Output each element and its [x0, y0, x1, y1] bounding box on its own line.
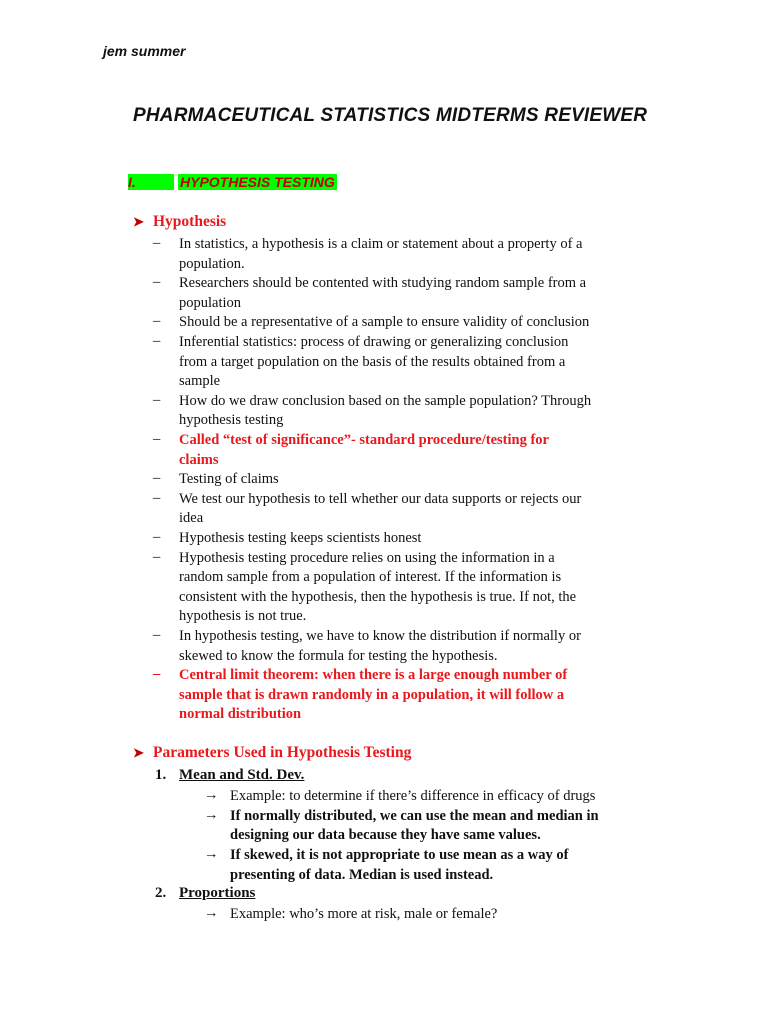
list-item-line: Central limit theorem: when there is a large enough number of: [179, 667, 568, 684]
section-label: HYPOTHESIS TESTING: [180, 174, 335, 190]
dash-bullet: –: [153, 627, 161, 643]
list-item-line: sample: [179, 373, 221, 390]
list-item-line: In statistics, a hypothesis is a claim or statement about a property of a: [179, 236, 583, 252]
sub-item-line: If normally distributed, we can use the mean and median in: [230, 807, 599, 824]
sub-item-line: Example: to determine if there’s difference in efficacy of drugs: [230, 788, 596, 805]
list-item-line: Researchers should be contented with studying random sample from a: [179, 275, 587, 292]
list-item-line: population: [179, 294, 242, 311]
dash-bullet: –: [153, 529, 161, 545]
list-item-line: hypothesis testing: [179, 412, 284, 429]
page-title: PHARMACEUTICAL STATISTICS MIDTERMS REVIEWER: [133, 105, 648, 126]
sub-item-line: designing our data because they have same values.: [230, 827, 541, 844]
list-item-line: idea: [179, 510, 204, 527]
list-item-line: skewed to know the formula for testing the hypothesis.: [179, 647, 498, 664]
list-item-line: Hypothesis testing keeps scientists honest: [179, 530, 422, 546]
sub-item-line: presenting of data. Median is used instead.: [230, 866, 494, 883]
list-item-line: We test our hypothesis to tell whether our data supports or rejects our: [179, 490, 582, 507]
list-item-line: claims: [179, 451, 219, 468]
list-item-line: Testing of claims: [179, 471, 279, 488]
numbered-item: [155, 767, 304, 784]
right-arrow-icon: →: [204, 806, 219, 823]
item-number: 1.: [155, 767, 167, 783]
right-arrow-icon: →: [204, 787, 219, 804]
item-label: Mean and Std. Dev.: [179, 767, 305, 783]
list-item-line: hypothesis is not true.: [179, 608, 307, 625]
list-item-line: population.: [179, 255, 245, 272]
dash-bullet: –: [153, 391, 161, 408]
dash-bullet: –: [153, 489, 161, 506]
dash-bullet: –: [153, 274, 161, 291]
author-name: jem summer: [103, 43, 186, 59]
list-item-line: Inferential statistics: process of drawing or generalizing conclusion: [179, 334, 569, 350]
list-item-line: In hypothesis testing, we have to know the distribution if normally or: [179, 628, 581, 644]
dash-bullet: –: [153, 333, 161, 349]
list-item-line: consistent with the hypothesis, then the hypothesis is true. If not, the: [179, 588, 577, 605]
list-item-line: Should be a representative of a sample to ensure validity of conclusion: [179, 314, 590, 331]
dash-bullet: –: [153, 431, 161, 447]
dash-bullet: –: [153, 470, 161, 487]
sub-item-line: Example: who’s more at risk, male or female?: [230, 906, 498, 923]
list-item-line: sample that is drawn randomly in a population, it will follow a: [179, 686, 565, 703]
dash-bullet: –: [153, 548, 161, 565]
item-label: Proportions: [179, 885, 256, 902]
dash-bullet: –: [153, 666, 161, 683]
dash-bullet: –: [153, 313, 161, 330]
list-item-line: Hypothesis testing procedure relies on using the information in a: [179, 549, 555, 566]
bullet-heading: [133, 213, 227, 231]
numbered-item: [155, 885, 255, 902]
section-heading: [128, 174, 337, 190]
bullet-heading-text: Parameters Used in Hypothesis Testing: [153, 744, 412, 761]
sub-item-line: If skewed, it is not appropriate to use mean as a way of: [230, 846, 569, 863]
arrowhead-bullet-icon: ➤: [133, 214, 144, 229]
list-item-line: random sample from a population of interest. If the information is: [179, 569, 562, 586]
list-item-line: How do we draw conclusion based on the sample population? Through: [179, 392, 592, 409]
list-item-line: Called “test of significance”- standard procedure/testing for: [179, 432, 549, 448]
list-item-line: normal distribution: [179, 706, 302, 723]
arrowhead-bullet-icon: ➤: [133, 745, 144, 760]
section-number: I.: [128, 174, 174, 190]
bullet-heading: [133, 744, 412, 762]
list-item-line: from a target population on the basis of the results obtained from a: [179, 353, 566, 370]
item-number: 2.: [155, 885, 167, 902]
right-arrow-icon: →: [204, 845, 219, 862]
dash-bullet: –: [153, 235, 161, 251]
bullet-heading-text: Hypothesis: [153, 213, 227, 230]
right-arrow-icon: →: [204, 905, 219, 922]
